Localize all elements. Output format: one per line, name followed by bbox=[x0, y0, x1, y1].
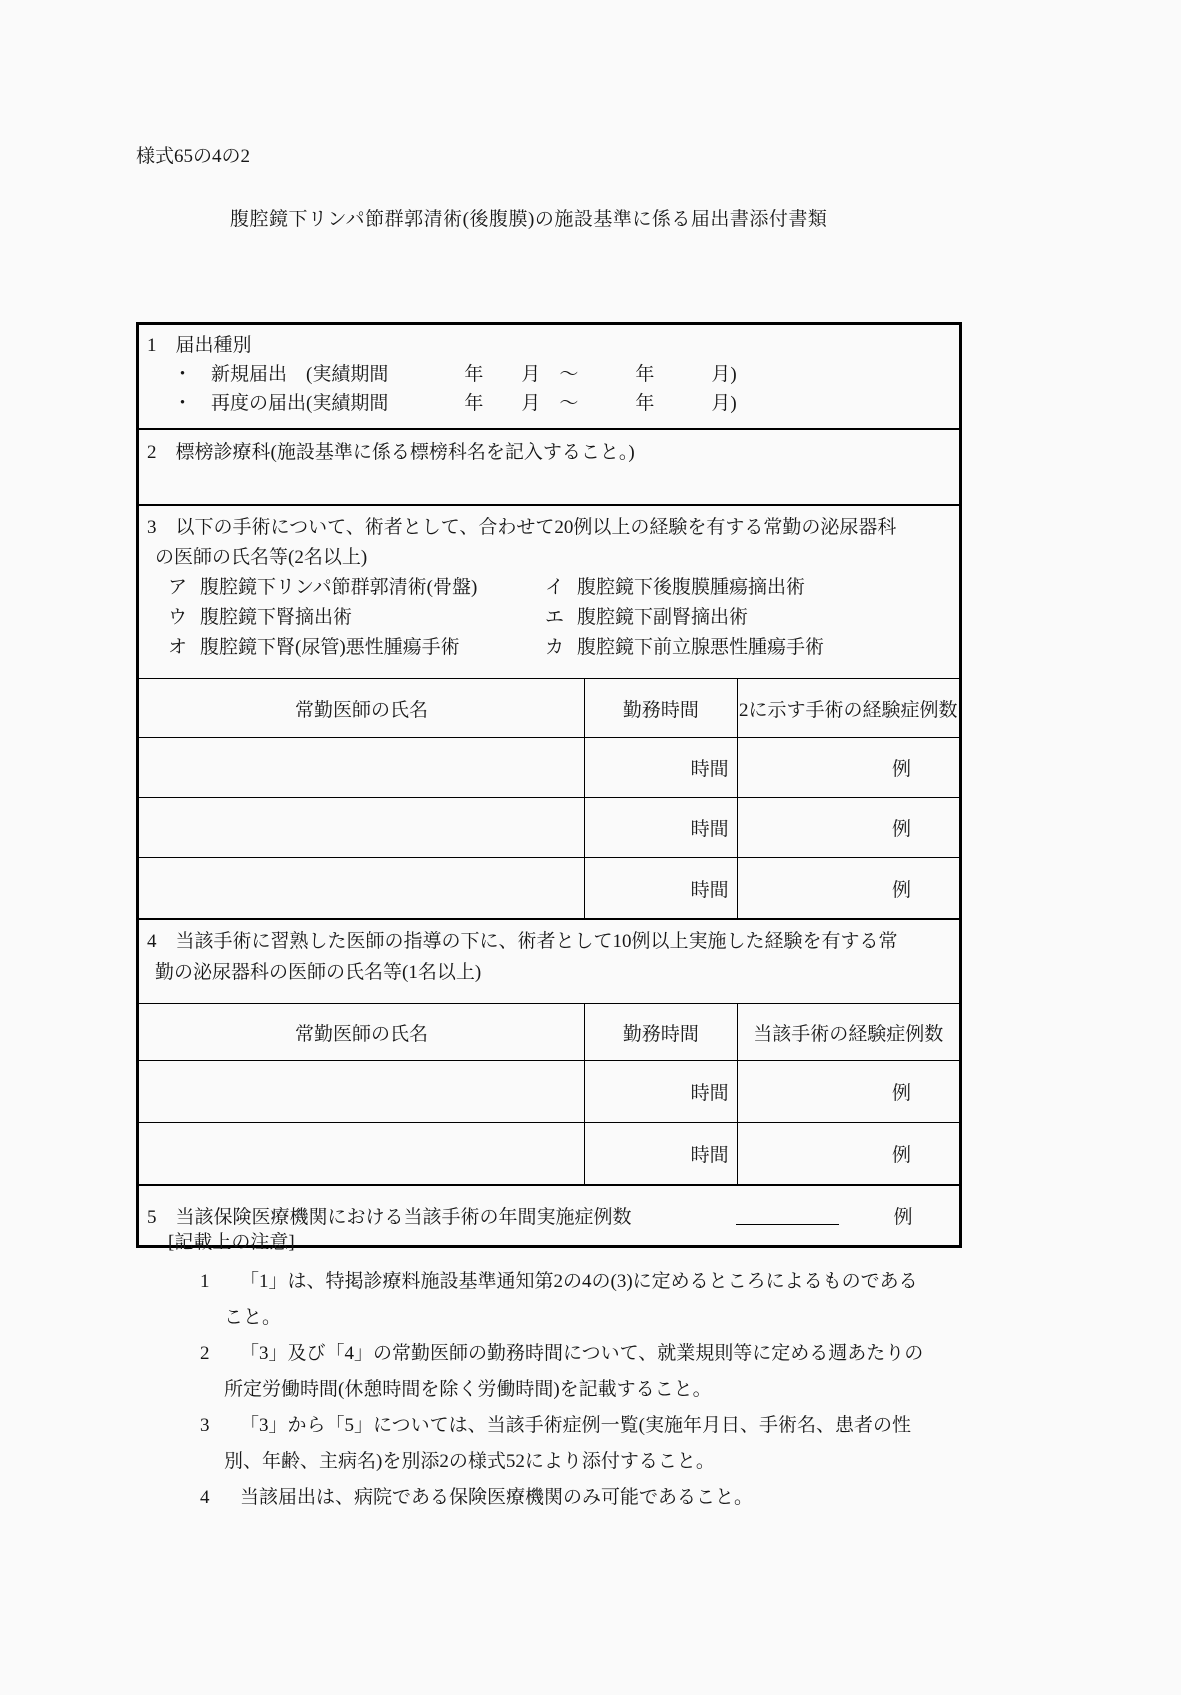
working-hours-cell bbox=[585, 1061, 738, 1122]
case-count-cell bbox=[738, 738, 959, 797]
note-number: 2 bbox=[200, 1343, 210, 1364]
cases-unit-label: 例 bbox=[893, 1207, 913, 1228]
procedure-label-o: オ bbox=[168, 637, 188, 658]
procedure-name-a: 腹腔鏡下リンパ節群郭清術(骨盤) bbox=[200, 577, 478, 598]
procedure-name-u: 腹腔鏡下腎摘出術 bbox=[200, 607, 353, 628]
section5-text: 5 当該保険医療機関における当該手術の年間実施症例数 bbox=[147, 1207, 632, 1228]
doctor-name-cell bbox=[139, 738, 585, 797]
doctors-table-section4 bbox=[139, 1003, 959, 1184]
hours-unit-label: 時間 bbox=[690, 879, 729, 901]
col-header-working-hours: 勤務時間 bbox=[585, 679, 738, 737]
procedure-label-i: イ bbox=[545, 577, 565, 598]
cases-unit-label: 例 bbox=[891, 819, 911, 840]
table-header-row bbox=[139, 1004, 959, 1060]
working-hours-cell bbox=[585, 858, 738, 918]
note-item-2 bbox=[136, 1336, 1076, 1372]
cases-unit-label: 例 bbox=[891, 1083, 911, 1104]
procedure-name-i: 腹腔鏡下後腹膜腫瘍摘出術 bbox=[577, 577, 806, 598]
section3-intro-line1: 3 以下の手術について、術者として、合わせて20例以上の経験を有する常勤の泌尿器科 bbox=[147, 517, 897, 538]
section3-intro-line2: の医師の氏名等(2名以上) bbox=[155, 547, 368, 568]
section-clinical-departments bbox=[139, 430, 959, 506]
doctor-name-cell bbox=[139, 1061, 585, 1122]
col-header-doctor-name: 常勤医師の氏名 bbox=[139, 1004, 585, 1060]
table-row bbox=[139, 1060, 959, 1122]
note-text: 「1」は、特掲診療料施設基準通知第2の4の(3)に定めるところによるものである bbox=[240, 1271, 918, 1292]
case-count-cell bbox=[738, 1123, 959, 1184]
procedure-row bbox=[147, 633, 959, 663]
section-surgeon-experience-20cases bbox=[139, 506, 959, 920]
section4-intro-line2: 勤の泌尿器科の医師の氏名等(1名以上) bbox=[155, 962, 482, 983]
note-number: 3 bbox=[200, 1415, 210, 1436]
section-notification-type bbox=[139, 325, 959, 430]
note-number: 1 bbox=[200, 1271, 210, 1292]
note-item-3-cont: 別、年齢、主病名)を別添2の様式52により添付すること。 bbox=[224, 1451, 715, 1472]
section3-intro bbox=[139, 506, 959, 678]
procedure-name-ka: 腹腔鏡下前立腺悪性腫瘍手術 bbox=[577, 637, 825, 658]
hours-unit-label: 時間 bbox=[690, 759, 729, 780]
note-number: 4 bbox=[200, 1487, 210, 1508]
section4-intro-line1: 4 当該手術に習熟した医師の指導の下に、術者として10例以上実施した経験を有する常 bbox=[147, 931, 898, 952]
hours-unit-label: 時間 bbox=[690, 819, 729, 840]
note-item-3 bbox=[136, 1408, 1076, 1444]
note-item-1 bbox=[136, 1264, 1076, 1300]
case-count-cell bbox=[738, 1061, 959, 1122]
procedure-label-u: ウ bbox=[168, 607, 188, 628]
hours-unit-label: 時間 bbox=[690, 1145, 729, 1166]
procedure-row bbox=[147, 573, 959, 603]
doctors-table-section3 bbox=[139, 678, 959, 918]
option-new-notification: ・ 新規届出 (実績期間 年 月 ～ 年 月) bbox=[173, 364, 737, 385]
doctor-name-cell bbox=[139, 858, 585, 918]
table-header-row bbox=[139, 679, 959, 737]
form-number: 様式65の4の2 bbox=[136, 146, 251, 167]
procedure-label-e: エ bbox=[545, 607, 565, 628]
procedure-label-a: ア bbox=[168, 577, 188, 598]
col-header-doctor-name: 常勤医師の氏名 bbox=[139, 679, 585, 737]
document-title: 腹腔鏡下リンパ節群郭清術(後腹膜)の施設基準に係る届出書添付書類 bbox=[230, 209, 828, 230]
fill-in-blank-line bbox=[736, 1223, 839, 1225]
note-item-4 bbox=[136, 1480, 1076, 1516]
note-text: 「3」及び「4」の常勤医師の勤務時間について、就業規則等に定める週あたりの bbox=[240, 1343, 924, 1364]
doctor-name-cell bbox=[139, 1123, 585, 1184]
cases-unit-label: 例 bbox=[891, 759, 911, 780]
cases-unit-label: 例 bbox=[891, 1145, 911, 1166]
note-text: 「3」から「5」については、当該手術症例一覧(実施年月日、手術名、患者の性 bbox=[240, 1415, 911, 1436]
col-header-case-count: 2に示す手術の経験症例数 bbox=[739, 699, 958, 721]
case-count-cell bbox=[738, 798, 959, 857]
col-header-working-hours: 勤務時間 bbox=[585, 1004, 738, 1060]
working-hours-cell bbox=[585, 1123, 738, 1184]
note-item-2-cont: 所定労働時間(休憩時間を除く労働時間)を記載すること。 bbox=[224, 1379, 712, 1400]
section2-heading: 2 標榜診療科(施設基準に係る標榜科名を記入すること。) bbox=[147, 442, 635, 463]
hours-unit-label: 時間 bbox=[690, 1083, 729, 1104]
table-row bbox=[139, 797, 959, 857]
procedure-row bbox=[147, 603, 959, 633]
procedure-name-e: 腹腔鏡下副腎摘出術 bbox=[577, 607, 749, 628]
procedure-label-ka: カ bbox=[545, 637, 565, 658]
section1-heading: 1 届出種別 bbox=[147, 335, 252, 356]
case-count-cell bbox=[738, 858, 959, 918]
note-item-1-cont: こと。 bbox=[224, 1307, 282, 1328]
table-row bbox=[139, 857, 959, 918]
doctor-name-cell bbox=[139, 798, 585, 857]
table-row bbox=[139, 737, 959, 797]
main-form-table bbox=[136, 322, 962, 1248]
section-supervised-experience-10cases bbox=[139, 920, 959, 1186]
section4-intro bbox=[139, 920, 959, 1003]
working-hours-cell bbox=[585, 798, 738, 857]
cases-unit-label: 例 bbox=[891, 879, 911, 901]
col-header-case-count: 当該手術の経験症例数 bbox=[753, 1023, 944, 1045]
option-renotification: ・ 再度の届出(実績期間 年 月 ～ 年 月) bbox=[173, 393, 737, 414]
notes-block bbox=[136, 1232, 1076, 1516]
note-text: 当該届出は、病院である保険医療機関のみ可能であること。 bbox=[240, 1487, 754, 1508]
table-row bbox=[139, 1122, 959, 1184]
working-hours-cell bbox=[585, 738, 738, 797]
notes-title: [記載上の注意] bbox=[168, 1232, 295, 1253]
procedure-name-o: 腹腔鏡下腎(尿管)悪性腫瘍手術 bbox=[200, 637, 460, 658]
